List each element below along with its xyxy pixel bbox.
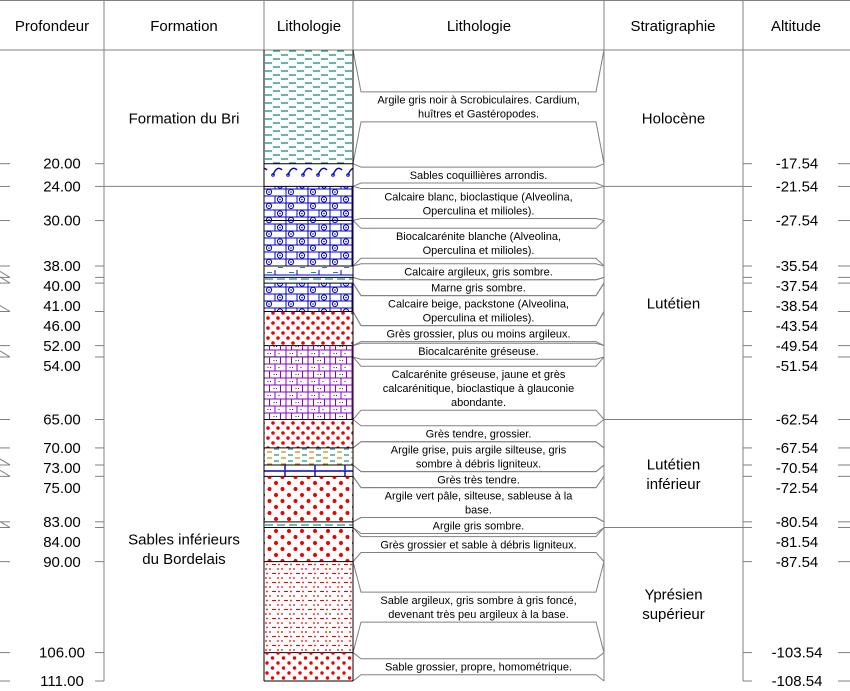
lithology-pattern-calcarenite (264, 357, 353, 420)
description-column (353, 50, 604, 681)
altitude-label: -70.54 (775, 459, 819, 477)
depth-label: 20.00 (43, 155, 81, 173)
layer-description: sombre à débris ligniteux. (415, 458, 542, 471)
formation-column (104, 110, 264, 568)
layer-description: calcarénitique, bioclastique à glauconie (382, 383, 575, 396)
lithology-pattern-sand (264, 476, 353, 521)
depth-tick-leader (0, 305, 10, 311)
altitude-label: -80.54 (775, 513, 819, 531)
depth-tick-leader (0, 522, 10, 528)
layer-description: Calcaire beige, packstone (Alveolina, (388, 298, 569, 311)
stratigraphy-name: Holocène (641, 110, 706, 128)
lithology-pattern-argil_limestone (264, 266, 353, 277)
description-connector (353, 553, 604, 562)
layer-description: huîtres et Gastéropodes. (417, 108, 540, 121)
layer-description: Argile gris noir à Scrobiculaires. Cardium, (377, 94, 580, 107)
lithology-pattern-sandstone (264, 311, 353, 345)
altitude-label: -43.54 (775, 318, 819, 336)
description-connector (353, 50, 604, 92)
layer-description: Biocalcarénite blanche (Alveolina, (395, 231, 562, 244)
depth-label: 70.00 (43, 439, 81, 457)
lithology-pattern-limestone (264, 221, 353, 266)
description-connector (353, 675, 604, 681)
depth-label: 38.00 (43, 258, 81, 276)
depth-label: 65.00 (43, 411, 81, 429)
lithology-pattern-limestone (264, 283, 353, 311)
header-litho-desc: Lithologie (446, 18, 512, 35)
altitude-label: -72.54 (775, 479, 819, 497)
layer-description: Sables coquillières arrondis. (409, 169, 548, 182)
layer-description: Sable argileux, gris sombre à gris foncé, (380, 594, 577, 607)
layer-description: Calcaire blanc, bioclastique (Alveolina, (384, 191, 573, 204)
layer-description: devenant très peu argileux à la base. (388, 608, 569, 621)
depth-tick-leader (0, 470, 10, 476)
depth-label: 46.00 (43, 318, 81, 336)
altitude-label: -27.54 (775, 212, 819, 230)
description-connector (353, 122, 604, 164)
layer-description: Argile gris sombre. (432, 520, 525, 533)
description-connector (353, 186, 604, 188)
altitude-label: -17.54 (775, 155, 819, 173)
layer-description: Operculina et milioles). (422, 245, 535, 258)
lithology-pattern-shell (264, 164, 353, 187)
description-connector (353, 258, 604, 266)
description-connector (353, 562, 604, 593)
description-connector (353, 410, 604, 419)
depth-label: 24.00 (43, 178, 81, 196)
layer-description: Sable grossier, propre, homométrique. (384, 661, 573, 674)
lithology-pattern-coarse_sand (264, 653, 353, 681)
header-litho-pattern: Lithologie (276, 18, 342, 35)
depth-label: 75.00 (43, 479, 81, 497)
depth-label: 30.00 (43, 212, 81, 230)
layer-description: Grès tendre, grossier. (425, 428, 532, 441)
layer-description: Grès très tendre. (437, 474, 520, 487)
description-connector (353, 221, 604, 229)
formation-name: du Bordelais (142, 550, 226, 568)
depth-label: 84.00 (43, 533, 81, 551)
stratigraphy-name: inférieur (646, 475, 701, 493)
layer-description: Grès grossier, plus ou moins argileux. (386, 328, 571, 341)
header-formation: Formation (150, 18, 218, 35)
description-connector (353, 653, 604, 659)
layer-description: Argile grise, puis argile silteuse, gris (390, 444, 567, 457)
formation-name: Sables inférieurs (128, 531, 240, 549)
depth-tick-leader (0, 277, 10, 283)
lithology-pattern-marl (264, 277, 353, 283)
layer-description: Grès grossier et sable à débris ligniteux. (380, 539, 577, 552)
stratigraphy-name: Lutétien (646, 295, 701, 313)
stratigraphy-name: Lutétien (646, 456, 701, 474)
altitude-label: -103.54 (771, 644, 823, 662)
altitude-label: -37.54 (775, 278, 819, 296)
lithology-pattern-clayey_sand (264, 562, 353, 653)
description-connector (353, 183, 604, 186)
header-altitude: Altitude (770, 18, 822, 35)
layer-description: Operculina et milioles). (422, 312, 535, 325)
altitude-label: -21.54 (775, 178, 819, 196)
layer-description: Argile vert pâle, silteuse, sableuse à la (384, 490, 573, 503)
depth-label: 40.00 (43, 278, 81, 296)
altitude-label: -67.54 (775, 439, 819, 457)
header-strat: Stratigraphie (630, 18, 716, 35)
depth-tick-leader (0, 459, 10, 465)
lithology-pattern-sand (264, 528, 353, 562)
layer-description: Biocalcarénite gréseuse. (418, 346, 539, 359)
depth-label: 54.00 (43, 358, 81, 376)
stratigraphy-name: supérieur (642, 605, 705, 623)
layer-description: Calcarénite gréseuse, jaune et grès (391, 369, 566, 382)
lithology-pattern-grey_clay (264, 522, 353, 528)
layer-description: Operculina et milioles). (422, 205, 535, 218)
layer-description: Calcaire argileux, gris sombre. (404, 266, 553, 279)
altitude-label: -38.54 (775, 298, 819, 316)
lithology-pattern-clay (264, 50, 353, 164)
description-connector (353, 357, 604, 366)
depth-label: 106.00 (39, 644, 85, 662)
depth-label: 52.00 (43, 338, 81, 356)
layer-description: abondante. (450, 397, 507, 410)
altitude-label: -51.54 (775, 358, 819, 376)
stratigraphy-column (604, 110, 743, 623)
depth-label: 90.00 (43, 553, 81, 571)
altitude-label: -49.54 (775, 338, 819, 356)
description-connector (353, 164, 604, 167)
stratigraphy-name: Yprésien (644, 586, 703, 604)
header-row (15, 18, 821, 35)
lithology-pattern-soft_sandstone (264, 465, 353, 476)
description-connector (353, 420, 604, 426)
altitude-label: -35.54 (775, 258, 819, 276)
lithology-pattern-calcarenite (264, 346, 353, 357)
depth-label: 111.00 (40, 673, 84, 690)
altitude-label: -108.54 (771, 673, 823, 690)
lithology-pattern-sandstone (264, 420, 353, 448)
lithology-pattern-limestone (264, 186, 353, 220)
description-connector (353, 622, 604, 653)
depth-label: 73.00 (43, 459, 81, 477)
depth-tick-leader (0, 271, 10, 277)
layer-description: Marne gris sombre. (431, 282, 526, 295)
depth-tick-leader (0, 351, 10, 357)
depth-label: 41.00 (43, 298, 81, 316)
layer-description: base. (465, 504, 492, 517)
header-depth: Profondeur (14, 18, 90, 35)
lithology-pattern-silt_clay (264, 448, 353, 465)
lithology-column (264, 50, 353, 681)
formation-name: Formation du Bri (128, 110, 240, 128)
altitude-label: -87.54 (775, 553, 819, 571)
depth-label: 83.00 (43, 513, 81, 531)
altitude-label: -62.54 (775, 411, 819, 429)
description-connector (353, 218, 604, 220)
altitude-label: -81.54 (775, 533, 819, 551)
